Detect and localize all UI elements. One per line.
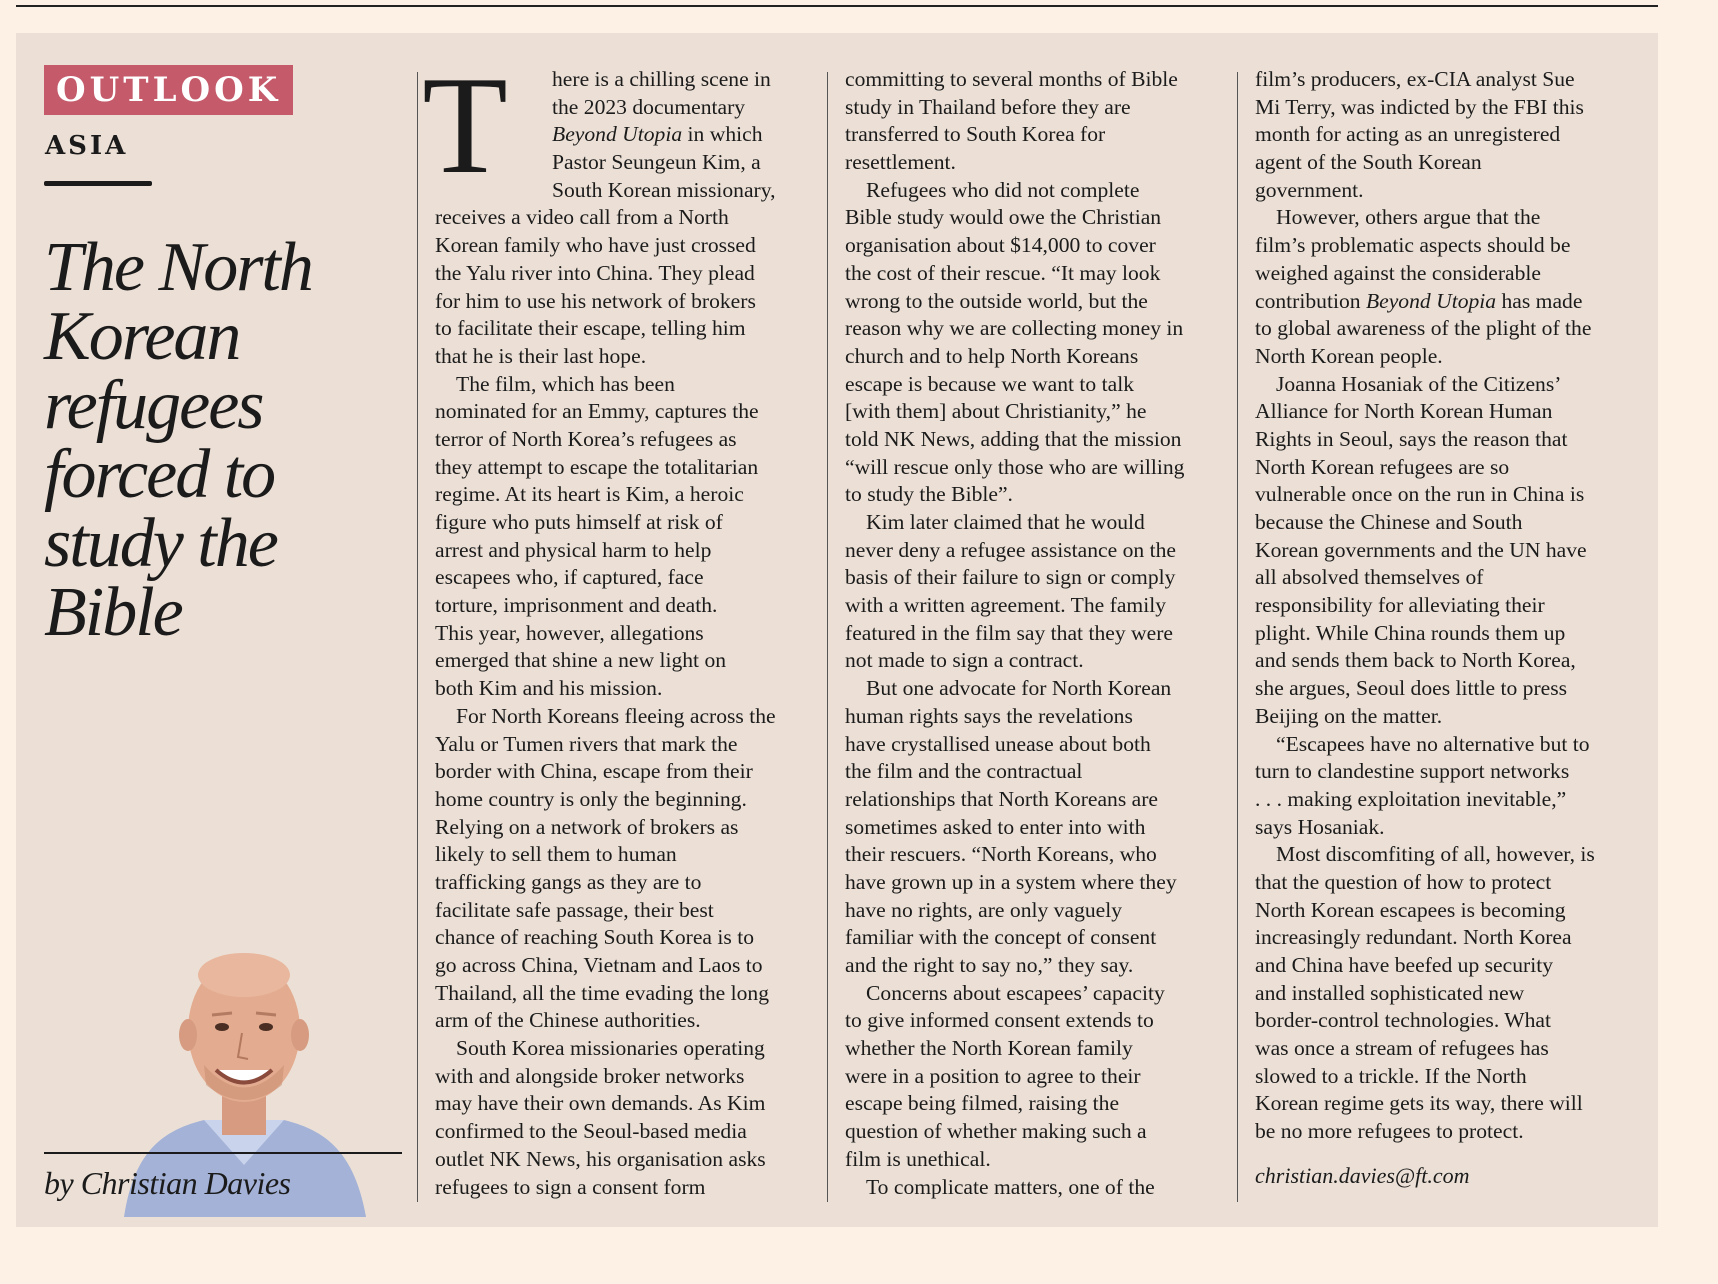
text-line: confirmed to the Seoul-based media: [435, 1119, 747, 1144]
text-line: committing to several months of Bible: [845, 67, 1178, 91]
text-line: receives a video call from a North: [435, 205, 729, 230]
text-line: because the Chinese and South: [1255, 510, 1523, 534]
text-line: to global awareness of the plight of the: [1255, 316, 1592, 341]
text-line: border-control technologies. What: [1255, 1008, 1551, 1033]
text-line: the cost of their rescue. “It may look: [845, 260, 1161, 285]
article-column-3: [1255, 66, 1631, 1206]
column-divider: [827, 72, 828, 1202]
text-line: figure who puts himself at risk of: [435, 510, 723, 534]
text-line: question of whether making such a: [845, 1119, 1147, 1144]
text-line: slowed to a trickle. If the North: [1255, 1063, 1527, 1088]
headline-line: study the Bible: [44, 505, 277, 651]
text-line: Korean family who have just crossed: [435, 233, 756, 258]
text-line: with and alongside broker networks: [435, 1063, 745, 1088]
text-line: for him to use his network of brokers: [435, 288, 756, 313]
text-line: film is unethical.: [845, 1146, 991, 1171]
text-line: that he is their last hope.: [435, 343, 647, 368]
text-line: Concerns about escapees’ capacity: [866, 980, 1165, 1005]
section-label: ASIA: [45, 131, 129, 161]
text-line: sometimes asked to enter into with: [845, 814, 1146, 839]
text-line: was once a stream of refugees has: [1255, 1036, 1549, 1061]
text-line: have no rights, are only vaguely: [845, 897, 1123, 922]
text-line: Joanna Hosaniak of the Citizens’: [1276, 371, 1562, 396]
text-line: with a written agreement. The family: [845, 593, 1166, 618]
text-line: Thailand, all the time evading the long: [435, 980, 770, 1005]
text-line: emerged that shine a new light on: [435, 648, 727, 673]
text-line: However, others argue that the: [1276, 205, 1541, 230]
text-line: their rescuers. “North Koreans, who: [845, 842, 1157, 867]
text-line: Mi Terry, was indicted by the FBI this: [1255, 94, 1584, 119]
text-line: Bible study would owe the Christian: [845, 205, 1162, 230]
text-line: Yalu or Tumen rivers that mark the: [435, 731, 738, 756]
text-line: be no more refugees to protect.: [1255, 1119, 1524, 1144]
byline: by Christian Davies: [44, 1165, 291, 1201]
text-line: [with them] about Christianity,” he: [845, 399, 1147, 424]
text-line: North Korean people.: [1255, 343, 1443, 368]
text-line: escapees who, if captured, face: [435, 565, 704, 590]
text-line: escape is because we want to talk: [845, 371, 1134, 396]
text-line: trafficking gangs as they are to: [435, 869, 702, 894]
text-line: church and to help North Koreans: [845, 343, 1139, 368]
text-line: reason why we are collecting money in: [845, 316, 1184, 341]
text-line: the 2023 documentary: [552, 94, 746, 119]
text-line: South Korea missionaries operating: [456, 1036, 765, 1061]
text-line: have grown up in a system where they: [845, 869, 1177, 894]
left-column: [44, 65, 404, 1215]
text-line: the film and the contractual: [845, 759, 1083, 784]
text-line: she argues, Seoul does little to press: [1255, 676, 1568, 701]
text-line: likely to sell them to human: [435, 842, 677, 867]
text-line: increasingly redundant. North Korea: [1255, 925, 1572, 950]
text-line: contribution Beyond Utopia has made: [1255, 288, 1583, 313]
article-column-2: [845, 66, 1221, 1206]
text-line: facilitate safe passage, their best: [435, 897, 714, 922]
text-line: torture, imprisonment and death.: [435, 593, 718, 618]
text-line: Beyond Utopia in which: [552, 122, 763, 147]
text-line: . . . making exploitation inevitable,”: [1255, 786, 1567, 811]
text-line: Relying on a network of brokers as: [435, 814, 739, 839]
headline-line: forced to: [44, 436, 275, 513]
text-line: home country is only the beginning.: [435, 786, 747, 811]
text-line: chance of reaching South Korea is to: [435, 925, 754, 950]
headline-line: The North: [44, 229, 312, 306]
text-line: may have their own demands. As Kim: [435, 1091, 766, 1116]
text-line: transferred to South Korea for: [845, 122, 1106, 147]
column-divider: [1237, 72, 1238, 1202]
text-line: and the right to say no,” they say.: [845, 953, 1134, 977]
text-line: says Hosaniak.: [1255, 814, 1385, 839]
text-line: For North Koreans fleeing across the: [456, 703, 776, 728]
text-line: terror of North Korea’s refugees as: [435, 426, 737, 451]
text-line: To complicate matters, one of the: [866, 1174, 1155, 1199]
text-line: here is a chilling scene in: [552, 67, 771, 91]
text-line: North Korean escapees is becoming: [1255, 897, 1566, 922]
text-line: Korean governments and the UN have: [1255, 537, 1587, 562]
text-line: told NK News, adding that the mission: [845, 426, 1182, 451]
text-line: Refugees who did not complete: [866, 177, 1140, 202]
text-line: the Yalu river into China. They plead: [435, 260, 755, 285]
text-line: “will rescue only those who are willing: [845, 454, 1185, 479]
text-line: The film, which has been: [456, 371, 675, 396]
text-line: resettlement.: [845, 150, 956, 175]
text-line: were in a position to agree to their: [845, 1063, 1141, 1088]
text-line: South Korean missionary,: [552, 177, 776, 202]
top-rule: [16, 5, 1658, 7]
text-line: study in Thailand before they are: [845, 94, 1131, 119]
text-line: Alliance for North Korean Human: [1255, 399, 1553, 424]
text-line: regime. At its heart is Kim, a heroic: [435, 482, 744, 507]
text-line: both Kim and his mission.: [435, 676, 663, 701]
text-line: But one advocate for North Korean: [866, 676, 1172, 701]
text-line: relationships that North Koreans are: [845, 786, 1159, 811]
text-line: that the question of how to protect: [1255, 869, 1552, 894]
text-line: Rights in Seoul, says the reason that: [1255, 426, 1568, 451]
article-column-1: [422, 48, 811, 1206]
text-line: escape being filmed, raising the: [845, 1091, 1120, 1116]
text-line: vulnerable once on the run in China is: [1255, 482, 1585, 507]
text-line: weighed against the considerable: [1255, 260, 1542, 285]
text-line: government.: [1255, 177, 1364, 202]
text-line: featured in the film say that they were: [845, 620, 1173, 645]
text-line: whether the North Korean family: [845, 1036, 1133, 1061]
text-line: “Escapees have no alternative but to: [1276, 731, 1590, 756]
byline-rule: [44, 1152, 402, 1154]
text-line: Korean regime gets its way, there will: [1255, 1091, 1583, 1116]
text-line: nominated for an Emmy, captures the: [435, 399, 759, 424]
text-line: Beijing on the matter.: [1255, 703, 1443, 728]
text-line: human rights says the revelations: [845, 703, 1133, 728]
text-line: have crystallised unease about both: [845, 731, 1151, 756]
text-line: Pastor Seungeun Kim, a: [552, 150, 761, 175]
section-rule: [44, 181, 152, 186]
text-line: turn to clandestine support networks: [1255, 759, 1570, 784]
svg-text:T: T: [422, 48, 508, 203]
text-line: and sends them back to North Korea,: [1255, 648, 1576, 673]
text-line: refugees to sign a consent form: [435, 1174, 706, 1199]
headline-line: Korean: [44, 298, 240, 375]
column-divider: [417, 72, 418, 1202]
text-line: agent of the South Korean: [1255, 150, 1482, 175]
headline-line: refugees: [44, 367, 263, 444]
text-line: North Korean refugees are so: [1255, 454, 1510, 479]
text-line: basis of their failure to sign or comply: [845, 565, 1176, 590]
text-line: and China have beefed up security: [1255, 953, 1554, 977]
text-line: familiar with the concept of consent: [845, 925, 1157, 950]
text-line: month for acting as an unregistered: [1255, 122, 1561, 147]
text-line: outlet NK News, his organisation asks: [435, 1146, 766, 1171]
outlook-tag: OUTLOOK: [44, 65, 293, 115]
text-line: film’s producers, ex-CIA analyst Sue: [1255, 67, 1575, 91]
text-line: all absolved themselves of: [1255, 565, 1484, 590]
text-line: never deny a refugee assistance on the: [845, 537, 1176, 562]
text-line: Kim later claimed that he would: [866, 510, 1145, 534]
text-line: go across China, Vietnam and Laos to: [435, 953, 763, 977]
text-line: film’s problematic aspects should be: [1255, 233, 1571, 258]
text-line: to give informed consent extends to: [845, 1008, 1154, 1033]
author-email: christian.davies@ft.com: [1255, 1162, 1470, 1188]
text-line: Most discomfiting of all, however, is: [1276, 842, 1595, 867]
text-line: arrest and physical harm to help: [435, 537, 712, 562]
text-line: plight. While China rounds them up: [1255, 620, 1566, 645]
text-line: responsibility for alleviating their: [1255, 593, 1545, 618]
text-line: arm of the Chinese authorities.: [435, 1008, 701, 1033]
text-line: border with China, escape from their: [435, 759, 753, 784]
headline: [44, 229, 404, 651]
text-line: This year, however, allegations: [435, 620, 704, 645]
text-line: to facilitate their escape, telling him: [435, 316, 746, 341]
drop-cap: [422, 48, 508, 203]
text-line: wrong to the outside world, but the: [845, 288, 1148, 313]
text-line: not made to sign a contract.: [845, 648, 1084, 673]
text-line: and installed sophisticated new: [1255, 980, 1525, 1005]
text-line: to study the Bible”.: [845, 482, 1013, 507]
text-line: organisation about $14,000 to cover: [845, 233, 1156, 258]
text-line: they attempt to escape the totalitarian: [435, 454, 759, 479]
